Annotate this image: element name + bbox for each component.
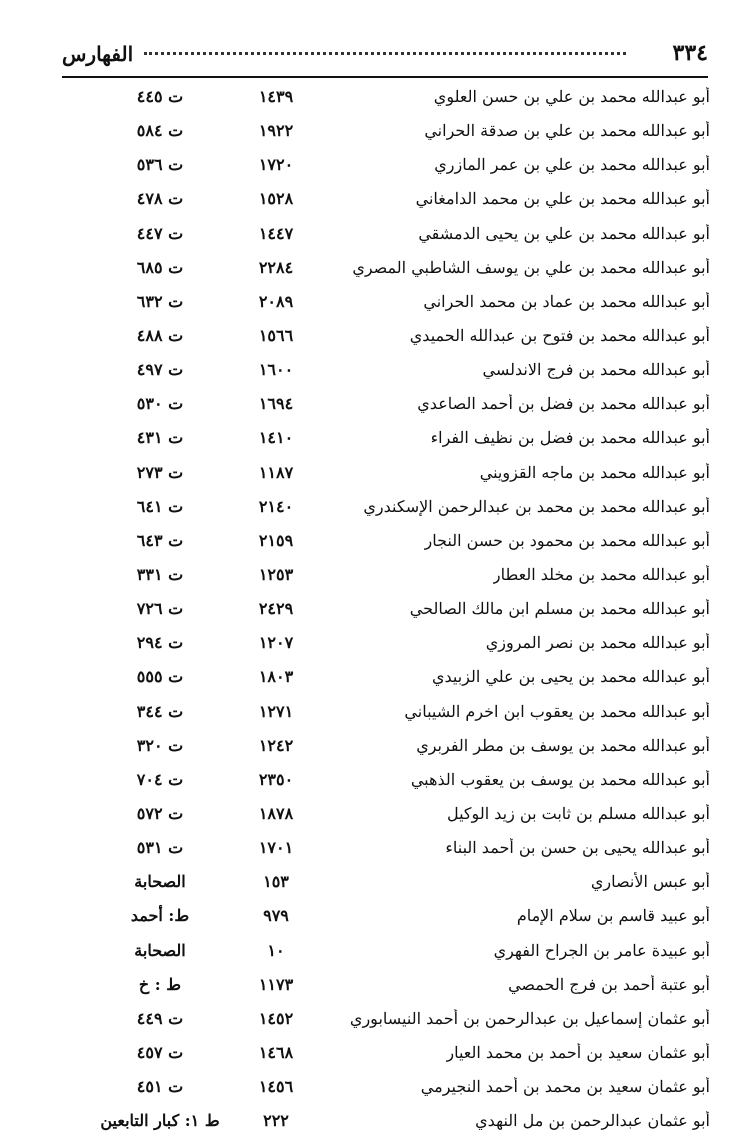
entry-reference: ت ٣٤٤: [136, 701, 184, 721]
index-entry: [90, 695, 710, 729]
entry-number: ١٤٥٦: [258, 1077, 294, 1097]
entry-name: أبو عبدالله محمد بن ماجه القزويني: [479, 462, 710, 482]
index-entry: [90, 1104, 710, 1138]
entry-reference: ط : خ: [138, 974, 182, 994]
entry-number: ٢٤٢٩: [258, 599, 294, 619]
index-entry: [90, 729, 710, 763]
entry-reference: الصحابة: [134, 940, 186, 960]
page-header: [62, 36, 708, 78]
entry-name: أبو عبدالله محمد بن فضل بن نظيف الفراء: [430, 428, 710, 448]
entry-reference: ت ٧٢٦: [136, 599, 184, 619]
index-entry: [90, 831, 710, 865]
entry-name: أبو عبدالله مسلم بن ثابت بن زيد الوكيل: [446, 803, 710, 823]
entry-number: ١٢٠٧: [258, 633, 294, 653]
index-entry: [90, 763, 710, 797]
entry-name: أبو عثمان سعيد بن أحمد بن محمد العيار: [446, 1042, 710, 1062]
entry-name: أبو عبدالله يحيى بن حسن بن أحمد البناء: [445, 838, 710, 858]
entry-reference: ت ٢٩٤: [136, 633, 184, 653]
index-entry: [90, 1036, 710, 1070]
entry-name: أبو عبدالله محمد بن محمود بن حسن النجار: [424, 530, 710, 550]
entry-reference: ت ٤٩٧: [136, 360, 184, 380]
entry-name: أبو عبيدة عامر بن الجراح الفهري: [493, 940, 710, 960]
entry-reference: ت ٥٨٤: [136, 121, 184, 141]
entry-number: ١٢٥٣: [258, 564, 294, 584]
entry-reference: ت ٧٠٤: [136, 769, 184, 789]
index-entry: [90, 421, 710, 455]
entry-name: أبو عبيد قاسم بن سلام الإمام: [516, 906, 710, 926]
entry-number: ٢١٤٠: [258, 496, 294, 516]
entry-name: أبو عبدالله محمد بن محمد بن عبدالرحمن الإسكندري: [363, 496, 710, 516]
index-entry: [90, 319, 710, 353]
index-entry: [90, 1002, 710, 1036]
entry-number: ١٠: [267, 940, 285, 960]
entry-number: ١٦٩٤: [258, 394, 294, 414]
entry-number: ١٤١٠: [258, 428, 294, 448]
entry-name: أبو عبدالله محمد بن يعقوب ابن اخرم الشيباني: [404, 701, 710, 721]
entry-name: أبو عبدالله محمد بن يحيى بن علي الزبيدي: [431, 667, 710, 687]
entry-reference: ط ١: كبار التابعين: [100, 1111, 220, 1131]
index-entry: [90, 387, 710, 421]
page-number: ٣٣٤: [672, 40, 708, 66]
index-entry: [90, 592, 710, 626]
entry-number: ١١٧٣: [258, 974, 294, 994]
entry-name: أبو عبدالله محمد بن علي بن يوسف الشاطبي المصري: [352, 257, 710, 277]
index-entry: [90, 626, 710, 660]
entry-number: ١٩٢٢: [258, 121, 294, 141]
header-dot-leader: [144, 52, 626, 55]
entry-reference: ت ٥٥٥: [136, 667, 184, 687]
entry-name: أبو عبدالله محمد بن مخلد العطار: [492, 564, 710, 584]
entry-number: ٢٣٥٠: [258, 769, 294, 789]
entry-number: ١٨٠٣: [258, 667, 294, 687]
index-entry: [90, 285, 710, 319]
entry-number: ١٧٠١: [258, 838, 294, 858]
entry-reference: ت ٢٧٣: [136, 462, 184, 482]
index-entry: [90, 114, 710, 148]
entry-number: ٢٢٨٤: [258, 257, 294, 277]
index-entry: [90, 899, 710, 933]
entry-reference: ت ٤٥٧: [136, 1042, 184, 1062]
entry-reference: ت ٤٣١: [136, 428, 184, 448]
entry-name: أبو عبدالله محمد بن يوسف بن يعقوب الذهبي: [410, 769, 710, 789]
entry-name: أبو عثمان إسماعيل بن عبدالرحمن بن أحمد النيسابوري: [349, 1008, 710, 1028]
entry-name: أبو عبدالله محمد بن نصر المروزي: [485, 633, 710, 653]
entry-name: أبو عبدالله محمد بن مسلم ابن مالك الصالحي: [409, 599, 710, 619]
entry-reference: ت ٤٨٨: [136, 325, 184, 345]
entry-number: ١٤٦٨: [258, 1042, 294, 1062]
entry-name: أبو عبدالله محمد بن علي بن محمد الدامغاني: [415, 189, 710, 209]
entry-reference: ت ٤٥١: [136, 1077, 184, 1097]
entry-name: أبو عبدالله محمد بن يوسف بن مطر الفربري: [416, 735, 710, 755]
index-entry: [90, 456, 710, 490]
entry-number: ١١٨٧: [258, 462, 294, 482]
entry-number: ١٨٧٨: [258, 803, 294, 823]
entry-number: ١٤٤٧: [258, 223, 294, 243]
index-entry: [90, 80, 710, 114]
entry-reference: ت ٣٣١: [136, 564, 184, 584]
index-entry: [90, 968, 710, 1002]
entry-number: ٩٧٩: [263, 906, 289, 926]
entry-reference: ت ٥٣٦: [136, 155, 184, 175]
index-list: [90, 80, 710, 1138]
entry-name: أبو عتبة أحمد بن فرج الحمصي: [508, 974, 710, 994]
entry-name: أبو عثمان عبدالرحمن بن مل النهدي: [475, 1111, 710, 1131]
entry-reference: ت ٤٤٩: [136, 1008, 184, 1028]
index-entry: [90, 490, 710, 524]
entry-reference: ت ٥٣٠: [136, 394, 184, 414]
entry-name: أبو عبدالله محمد بن علي بن حسن العلوي: [433, 87, 710, 106]
index-entry: [90, 251, 710, 285]
entry-reference: ت ٤٤٧: [136, 223, 184, 243]
index-entry: [90, 558, 710, 592]
entry-number: ٢٢٢: [263, 1111, 289, 1131]
entry-number: ١٢٤٢: [258, 735, 294, 755]
index-entry: [90, 797, 710, 831]
index-entry: [90, 865, 710, 899]
index-entry: [90, 1070, 710, 1104]
entry-reference: ت ٣٢٠: [136, 735, 184, 755]
entry-number: ١٧٢٠: [258, 155, 294, 175]
entry-reference: ت ٤٤٥: [136, 87, 184, 106]
entry-number: ٢٠٨٩: [258, 291, 294, 311]
entry-number: ١٥٢٨: [258, 189, 294, 209]
index-entry: [90, 934, 710, 968]
entry-name: أبو عبدالله محمد بن عماد بن محمد الحراني: [423, 291, 710, 311]
entry-reference: ت ٦٨٥: [136, 257, 184, 277]
entry-reference: ط: أحمد: [130, 906, 190, 926]
entry-name: أبو عثمان سعيد بن محمد بن أحمد النجيرمي: [420, 1077, 710, 1097]
entry-name: أبو عبدالله محمد بن علي بن عمر المازري: [434, 155, 710, 175]
entry-number: ١٤٣٩: [258, 87, 294, 106]
entry-number: ٢١٥٩: [258, 530, 294, 550]
index-entry: [90, 524, 710, 558]
entry-name: أبو عبدالله محمد بن فتوح بن عبدالله الحميدي: [409, 325, 710, 345]
entry-name: أبو عبدالله محمد بن علي بن يحيى الدمشقي: [418, 223, 710, 243]
entry-number: ١٤٥٢: [258, 1008, 294, 1028]
entry-name: أبو عبدالله محمد بن علي بن صدقة الحراني: [424, 121, 710, 141]
entry-number: ١٢٧١: [258, 701, 294, 721]
entry-reference: ت ٦٤٣: [136, 530, 184, 550]
index-entry: [90, 148, 710, 182]
entry-reference: ت ٥٧٢: [136, 803, 184, 823]
entry-reference: الصحابة: [134, 872, 186, 892]
entry-number: ١٦٠٠: [258, 360, 294, 380]
section-title: الفهارس: [62, 42, 134, 66]
entry-name: أبو عبدالله محمد بن فرج الاندلسي: [482, 360, 710, 380]
index-entry: [90, 182, 710, 216]
entry-reference: ت ٥٣١: [136, 838, 184, 858]
index-entry: [90, 353, 710, 387]
entry-number: ١٥٦٦: [258, 325, 294, 345]
entry-name: أبو عبدالله محمد بن فضل بن أحمد الصاعدي: [417, 394, 710, 414]
entry-reference: ت ٦٤١: [136, 496, 184, 516]
entry-reference: ت ٤٧٨: [136, 189, 184, 209]
entry-number: ١٥٣: [263, 872, 289, 892]
entry-reference: ت ٦٣٢: [136, 291, 184, 311]
index-entry: [90, 660, 710, 694]
entry-name: أبو عبس الأنصاري: [590, 872, 710, 892]
index-entry: [90, 217, 710, 251]
